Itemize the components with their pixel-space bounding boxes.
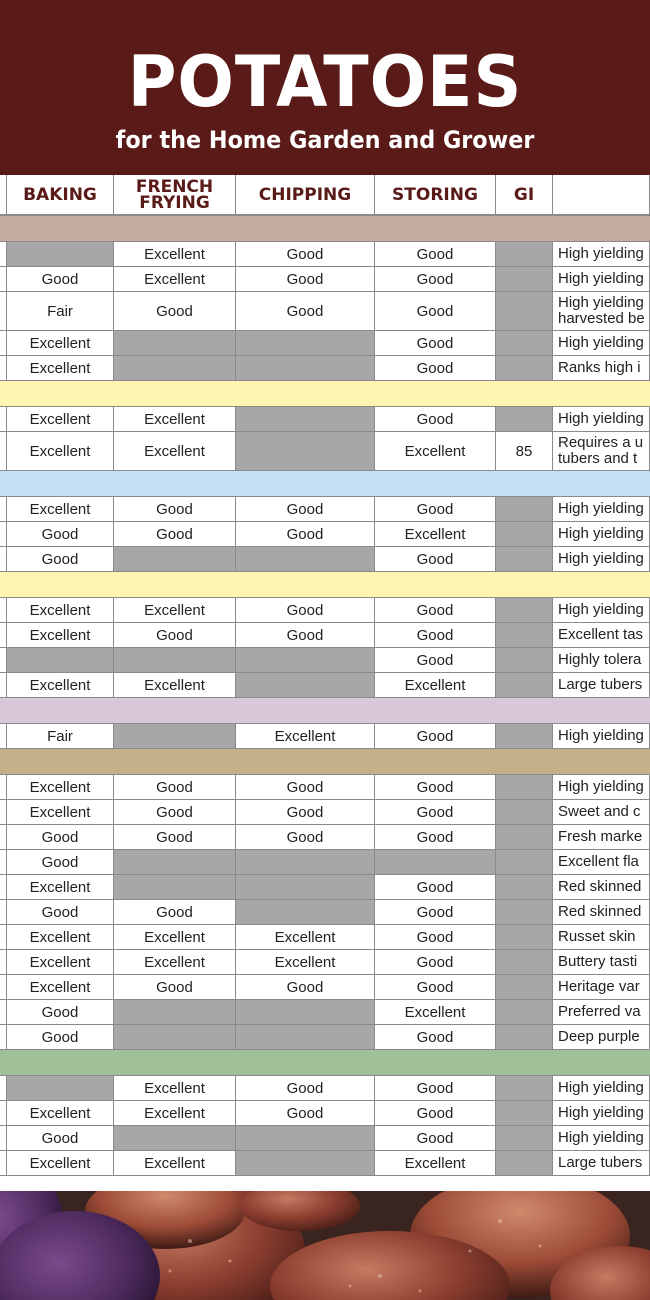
- notes-cell: High yielding: [553, 775, 650, 800]
- column-header-storing: STORING: [375, 175, 496, 216]
- gi-cell: [496, 292, 553, 331]
- notes-cell: High yielding: [553, 407, 650, 432]
- french-frying-cell: Excellent: [114, 407, 236, 432]
- gi-cell: [496, 407, 553, 432]
- chipping-cell: Good: [236, 623, 375, 648]
- section-band: [0, 471, 650, 497]
- variety-name-cell: [0, 242, 7, 267]
- french-frying-cell: Excellent: [114, 1076, 236, 1101]
- notes-cell: Deep purple: [553, 1025, 650, 1050]
- gi-cell: [496, 900, 553, 925]
- chipping-cell: Good: [236, 292, 375, 331]
- storing-cell: Good: [375, 407, 496, 432]
- storing-cell: Good: [375, 900, 496, 925]
- french-frying-cell: Excellent: [114, 925, 236, 950]
- baking-cell: Good: [7, 825, 114, 850]
- variety-name-cell: [0, 1000, 7, 1025]
- french-frying-cell: [114, 1000, 236, 1025]
- variety-name-cell: [0, 547, 7, 572]
- variety-name-cell: [0, 850, 7, 875]
- gi-cell: [496, 1025, 553, 1050]
- chipping-cell: Good: [236, 975, 375, 1000]
- baking-cell: Good: [7, 547, 114, 572]
- storing-cell: Good: [375, 875, 496, 900]
- french-frying-cell: [114, 547, 236, 572]
- storing-cell: Good: [375, 598, 496, 623]
- notes-cell: High yielding: [553, 522, 650, 547]
- french-frying-cell: Excellent: [114, 598, 236, 623]
- notes-cell: Preferred va: [553, 1000, 650, 1025]
- chipping-cell: Good: [236, 1101, 375, 1126]
- storing-cell: Good: [375, 1126, 496, 1151]
- variety-name-cell: [0, 1076, 7, 1101]
- notes-cell: High yielding: [553, 1126, 650, 1151]
- chipping-cell: [236, 407, 375, 432]
- chipping-cell: Excellent: [236, 950, 375, 975]
- notes-cell: Large tubers: [553, 673, 650, 698]
- variety-name-cell: [0, 800, 7, 825]
- chipping-cell: [236, 673, 375, 698]
- gi-cell: [496, 800, 553, 825]
- notes-cell: Buttery tasti: [553, 950, 650, 975]
- notes-cell: Heritage var: [553, 975, 650, 1000]
- baking-cell: Excellent: [7, 331, 114, 356]
- variety-name-cell: [0, 1151, 7, 1176]
- notes-cell: High yielding harvested be: [553, 292, 650, 331]
- chipping-cell: Good: [236, 825, 375, 850]
- french-frying-cell: Excellent: [114, 267, 236, 292]
- baking-cell: Good: [7, 1000, 114, 1025]
- french-frying-cell: Good: [114, 775, 236, 800]
- chipping-cell: Good: [236, 497, 375, 522]
- gi-cell: [496, 850, 553, 875]
- page-title: POTATOES: [127, 41, 523, 123]
- french-frying-cell: [114, 875, 236, 900]
- variety-name-cell: [0, 497, 7, 522]
- french-frying-cell: Good: [114, 900, 236, 925]
- variety-name-cell: [0, 724, 7, 749]
- notes-cell: Sweet and c: [553, 800, 650, 825]
- baking-cell: [7, 1076, 114, 1101]
- chipping-cell: Good: [236, 598, 375, 623]
- french-frying-cell: Good: [114, 522, 236, 547]
- chipping-cell: Good: [236, 775, 375, 800]
- storing-cell: Excellent: [375, 1151, 496, 1176]
- french-frying-cell: Good: [114, 292, 236, 331]
- storing-cell: [375, 850, 496, 875]
- chipping-cell: [236, 850, 375, 875]
- potatoes-illustration: [0, 1191, 650, 1300]
- gi-cell: [496, 1076, 553, 1101]
- gi-cell: [496, 1126, 553, 1151]
- gi-cell: [496, 950, 553, 975]
- french-frying-cell: [114, 331, 236, 356]
- header-banner: [0, 0, 650, 175]
- notes-cell: High yielding: [553, 598, 650, 623]
- notes-cell: Excellent tas: [553, 623, 650, 648]
- notes-cell: High yielding: [553, 497, 650, 522]
- variety-name-cell: [0, 950, 7, 975]
- gi-cell: [496, 547, 553, 572]
- storing-cell: Good: [375, 975, 496, 1000]
- gi-cell: [496, 775, 553, 800]
- baking-cell: Excellent: [7, 407, 114, 432]
- notes-cell: Ranks high i: [553, 356, 650, 381]
- storing-cell: Good: [375, 331, 496, 356]
- chipping-cell: [236, 1000, 375, 1025]
- french-frying-cell: Excellent: [114, 1101, 236, 1126]
- variety-name-cell: [0, 331, 7, 356]
- gi-cell: [496, 331, 553, 356]
- french-frying-cell: Excellent: [114, 242, 236, 267]
- baking-cell: Excellent: [7, 623, 114, 648]
- storing-cell: Good: [375, 648, 496, 673]
- potato-varieties-table: [0, 175, 650, 1191]
- baking-cell: Excellent: [7, 673, 114, 698]
- gi-cell: [496, 356, 553, 381]
- gi-cell: [496, 497, 553, 522]
- section-band: [0, 216, 650, 242]
- gi-cell: [496, 242, 553, 267]
- notes-cell: Red skinned: [553, 875, 650, 900]
- baking-cell: Excellent: [7, 1101, 114, 1126]
- chipping-cell: [236, 432, 375, 471]
- french-frying-cell: [114, 648, 236, 673]
- chipping-cell: [236, 547, 375, 572]
- notes-cell: Large tubers: [553, 1151, 650, 1176]
- storing-cell: Good: [375, 724, 496, 749]
- baking-cell: Good: [7, 1025, 114, 1050]
- notes-cell: High yielding: [553, 724, 650, 749]
- variety-name-cell: [0, 775, 7, 800]
- variety-name-cell: [0, 267, 7, 292]
- chipping-cell: [236, 1151, 375, 1176]
- chipping-cell: Good: [236, 800, 375, 825]
- chipping-cell: Good: [236, 1076, 375, 1101]
- chipping-cell: [236, 648, 375, 673]
- baking-cell: Excellent: [7, 598, 114, 623]
- baking-cell: Excellent: [7, 975, 114, 1000]
- storing-cell: Good: [375, 623, 496, 648]
- baking-cell: Good: [7, 267, 114, 292]
- baking-cell: Excellent: [7, 925, 114, 950]
- gi-cell: [496, 1101, 553, 1126]
- storing-cell: Good: [375, 292, 496, 331]
- chipping-cell: Excellent: [236, 925, 375, 950]
- french-frying-cell: Good: [114, 623, 236, 648]
- french-frying-cell: Excellent: [114, 673, 236, 698]
- french-frying-cell: [114, 1025, 236, 1050]
- notes-cell: Red skinned: [553, 900, 650, 925]
- storing-cell: Good: [375, 775, 496, 800]
- section-band: [0, 381, 650, 407]
- notes-cell: High yielding: [553, 547, 650, 572]
- page-subtitle: for the Home Garden and Grower: [115, 126, 535, 154]
- gi-cell: [496, 267, 553, 292]
- french-frying-cell: Excellent: [114, 950, 236, 975]
- gi-cell: [496, 875, 553, 900]
- variety-name-cell: [0, 825, 7, 850]
- column-header-notes: [553, 175, 650, 216]
- baking-cell: Excellent: [7, 356, 114, 381]
- baking-cell: [7, 242, 114, 267]
- baking-cell: Excellent: [7, 432, 114, 471]
- storing-cell: Good: [375, 825, 496, 850]
- notes-cell: High yielding: [553, 331, 650, 356]
- gi-cell: [496, 648, 553, 673]
- baking-cell: Excellent: [7, 775, 114, 800]
- variety-name-cell: [0, 1025, 7, 1050]
- french-frying-cell: [114, 724, 236, 749]
- chipping-cell: [236, 356, 375, 381]
- notes-cell: High yielding: [553, 242, 650, 267]
- variety-name-cell: [0, 522, 7, 547]
- chipping-cell: [236, 1126, 375, 1151]
- section-band: [0, 1050, 650, 1076]
- baking-cell: Excellent: [7, 950, 114, 975]
- variety-name-cell: [0, 648, 7, 673]
- chipping-cell: [236, 331, 375, 356]
- gi-cell: 85: [496, 432, 553, 471]
- variety-name-cell: [0, 432, 7, 471]
- baking-cell: Excellent: [7, 1151, 114, 1176]
- storing-cell: Good: [375, 800, 496, 825]
- variety-name-cell: [0, 925, 7, 950]
- variety-name-cell: [0, 623, 7, 648]
- variety-name-cell: [0, 875, 7, 900]
- notes-cell: High yielding: [553, 1076, 650, 1101]
- variety-name-cell: [0, 673, 7, 698]
- storing-cell: Good: [375, 1101, 496, 1126]
- storing-cell: Good: [375, 547, 496, 572]
- baking-cell: Good: [7, 850, 114, 875]
- column-header-french-frying: FRENCH FRYING: [114, 175, 236, 216]
- notes-cell: Excellent fla: [553, 850, 650, 875]
- chipping-cell: [236, 875, 375, 900]
- storing-cell: Excellent: [375, 432, 496, 471]
- baking-cell: Good: [7, 522, 114, 547]
- french-frying-cell: Good: [114, 800, 236, 825]
- french-frying-cell: Excellent: [114, 432, 236, 471]
- section-band: [0, 749, 650, 775]
- gi-cell: [496, 598, 553, 623]
- gi-cell: [496, 623, 553, 648]
- potatoes-photo: [0, 1191, 650, 1300]
- storing-cell: Excellent: [375, 522, 496, 547]
- column-header-variety: [0, 175, 7, 216]
- gi-cell: [496, 975, 553, 1000]
- chipping-cell: Good: [236, 242, 375, 267]
- section-band: [0, 572, 650, 598]
- column-header-baking: BAKING: [7, 175, 114, 216]
- chipping-cell: [236, 900, 375, 925]
- gi-cell: [496, 724, 553, 749]
- column-header-gi: GI: [496, 175, 553, 216]
- variety-name-cell: [0, 407, 7, 432]
- baking-cell: Fair: [7, 292, 114, 331]
- storing-cell: Good: [375, 497, 496, 522]
- gi-cell: [496, 522, 553, 547]
- baking-cell: Good: [7, 900, 114, 925]
- gi-cell: [496, 1000, 553, 1025]
- variety-name-cell: [0, 292, 7, 331]
- column-header-chipping: CHIPPING: [236, 175, 375, 216]
- french-frying-cell: Good: [114, 825, 236, 850]
- baking-cell: Good: [7, 1126, 114, 1151]
- gi-cell: [496, 1151, 553, 1176]
- french-frying-cell: [114, 850, 236, 875]
- storing-cell: Good: [375, 950, 496, 975]
- storing-cell: Good: [375, 1025, 496, 1050]
- baking-cell: Excellent: [7, 800, 114, 825]
- french-frying-cell: [114, 356, 236, 381]
- storing-cell: Good: [375, 242, 496, 267]
- french-frying-cell: Good: [114, 497, 236, 522]
- notes-cell: Russet skin: [553, 925, 650, 950]
- baking-cell: [7, 648, 114, 673]
- storing-cell: Good: [375, 1076, 496, 1101]
- french-frying-cell: Good: [114, 975, 236, 1000]
- notes-cell: Highly tolera: [553, 648, 650, 673]
- storing-cell: Excellent: [375, 673, 496, 698]
- notes-cell: High yielding: [553, 267, 650, 292]
- storing-cell: Good: [375, 356, 496, 381]
- notes-cell: Requires a u tubers and t: [553, 432, 650, 471]
- baking-cell: Excellent: [7, 875, 114, 900]
- chipping-cell: Excellent: [236, 724, 375, 749]
- french-frying-cell: Excellent: [114, 1151, 236, 1176]
- gi-cell: [496, 673, 553, 698]
- baking-cell: Fair: [7, 724, 114, 749]
- variety-name-cell: [0, 1126, 7, 1151]
- variety-name-cell: [0, 900, 7, 925]
- chipping-cell: Good: [236, 267, 375, 292]
- gi-cell: [496, 925, 553, 950]
- french-frying-cell: [114, 1126, 236, 1151]
- gi-cell: [496, 825, 553, 850]
- storing-cell: Good: [375, 267, 496, 292]
- section-band: [0, 698, 650, 724]
- baking-cell: Excellent: [7, 497, 114, 522]
- storing-cell: Good: [375, 925, 496, 950]
- variety-name-cell: [0, 975, 7, 1000]
- variety-name-cell: [0, 1101, 7, 1126]
- storing-cell: Excellent: [375, 1000, 496, 1025]
- notes-cell: Fresh marke: [553, 825, 650, 850]
- chipping-cell: Good: [236, 522, 375, 547]
- variety-name-cell: [0, 356, 7, 381]
- variety-name-cell: [0, 598, 7, 623]
- notes-cell: High yielding: [553, 1101, 650, 1126]
- chipping-cell: [236, 1025, 375, 1050]
